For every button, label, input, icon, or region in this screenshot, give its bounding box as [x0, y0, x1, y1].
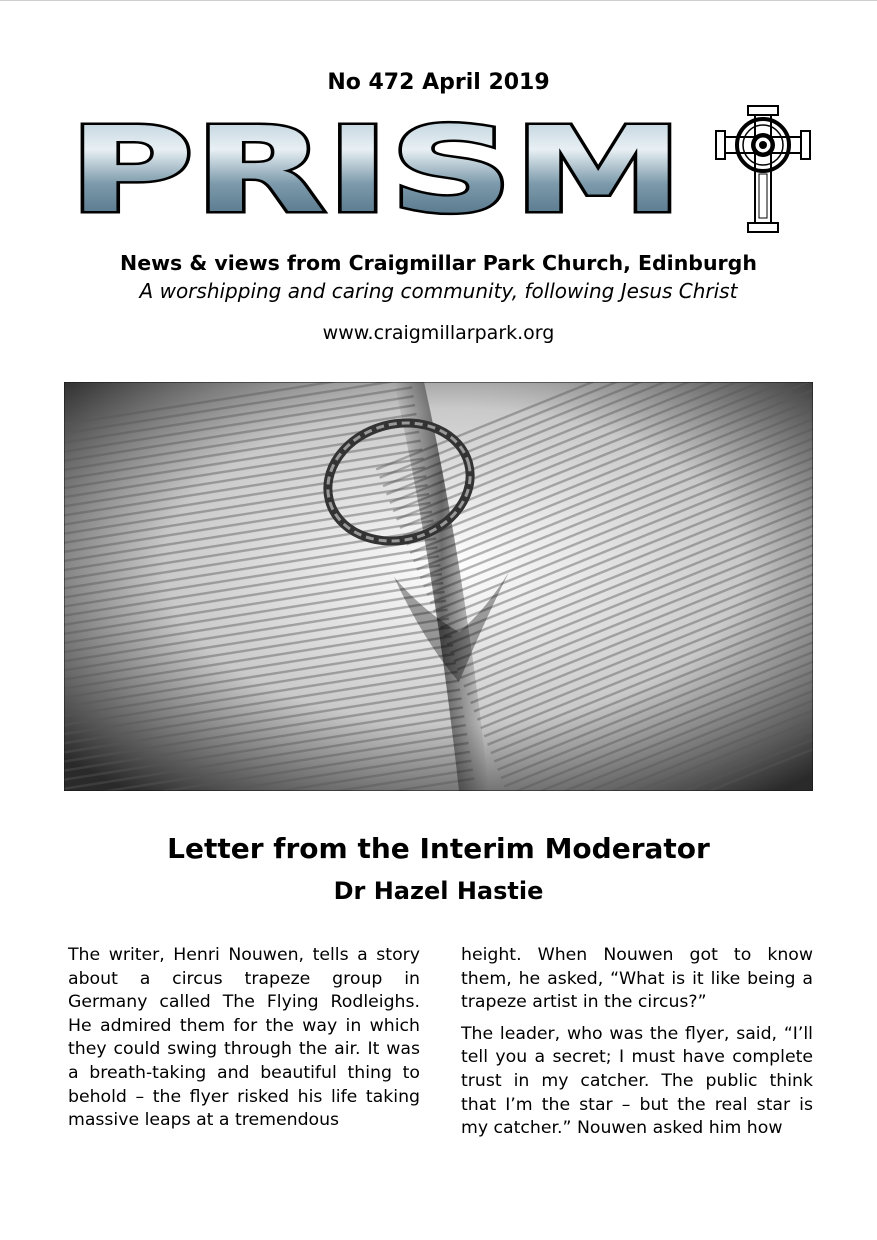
celtic-cross-icon — [714, 104, 812, 234]
prism-masthead — [64, 118, 689, 218]
open-bible-with-crown-of-thorns-photo — [64, 382, 813, 791]
article-title: Letter from the Interim Moderator — [167, 832, 710, 865]
tagline: News & views from Craigmillar Park Church, Edinburgh — [120, 251, 757, 275]
paragraph: The writer, Henri Nouwen, tells a story about a circus trapeze group in Germany called The Flying Rodleighs. He admired them for the way in which they could swing through the air. It was a breath-taking and beautiful thing to behold – the flyer risked his life taking massive leaps at a tremendous — [68, 945, 420, 1131]
paragraph: The leader, who was the flyer, said, “I’ll tell you a secret; I must have complete trust in my catcher. The public think that I’m the star – but the real star is my catcher.” Nouwen asked him how — [461, 1023, 813, 1139]
issue-number: No 472 April 2019 — [327, 70, 550, 95]
article-column-left — [68, 944, 420, 1141]
paragraph: height. When Nouwen got to know them, he asked, “What is it like being a trapeze artist in the circus?” — [461, 945, 813, 1013]
article-column-right — [461, 944, 813, 1149]
article-author: Dr Hazel Hastie — [333, 877, 544, 905]
subtagline: A worshipping and caring community, following Jesus Christ — [139, 279, 738, 303]
website-link[interactable]: www.craigmillarpark.org — [322, 322, 555, 344]
top-border — [0, 0, 877, 1]
masthead-text: PRISM — [68, 118, 684, 218]
